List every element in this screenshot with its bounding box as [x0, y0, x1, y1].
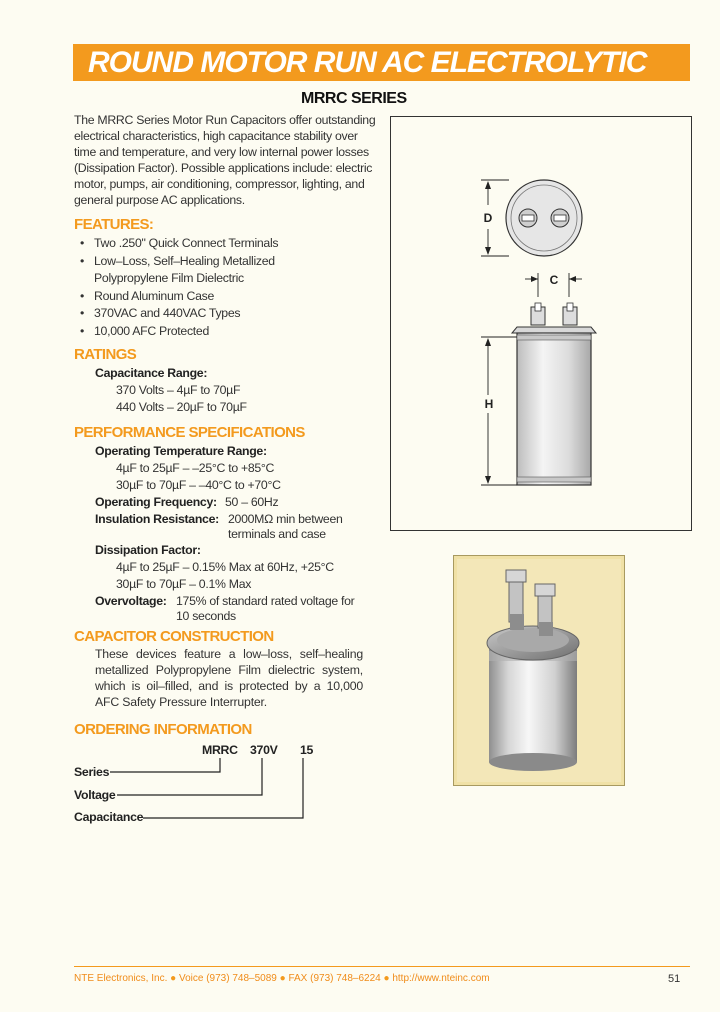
list-item: • Round Aluminum Case	[80, 288, 215, 303]
order-code-prefix: MRRC	[202, 743, 238, 757]
capacitor-photo	[454, 556, 624, 785]
series-label: Series	[74, 765, 110, 779]
dissipation-label: Dissipation Factor:	[95, 543, 201, 557]
overvoltage-value: 10 seconds	[176, 609, 236, 623]
footer-rule	[74, 966, 690, 967]
insulation-value: 2000MΩ min between	[228, 512, 343, 526]
temp-range-line: 4µF to 25µF – –25°C to +85°C	[116, 461, 275, 475]
dissipation-line: 4µF to 25µF – 0.15% Max at 60Hz, +25°C	[116, 560, 334, 574]
construction-heading: CAPACITOR CONSTRUCTION	[74, 628, 274, 645]
frequency-label: Operating Frequency:	[95, 495, 217, 509]
list-item: • Low–Loss, Self–Healing Metallized	[80, 253, 275, 268]
footer-bullet: ●	[383, 973, 390, 984]
top-view-outline	[506, 180, 582, 256]
ordering-heading: ORDERING INFORMATION	[74, 721, 252, 738]
series-title: MRRC SERIES	[301, 90, 407, 107]
overvoltage-value: 175% of standard rated voltage for	[176, 594, 355, 608]
capacitance-label: Capacitance	[74, 810, 144, 824]
dimension-c-label: C	[549, 273, 559, 287]
temp-range-label: Operating Temperature Range:	[95, 444, 267, 458]
footer-company: NTE Electronics, Inc.	[74, 973, 168, 984]
footer-bullet: ●	[279, 973, 286, 984]
capacitance-range-440: 440 Volts – 20µF to 70µF	[116, 400, 247, 414]
footer-voice: Voice (973) 748–5089	[178, 973, 277, 984]
overvoltage-label: Overvoltage:	[95, 594, 167, 608]
order-code-capacitance: 15	[300, 743, 314, 757]
capacitance-range-label: Capacitance Range:	[95, 366, 208, 380]
ratings-heading: RATINGS	[74, 346, 137, 363]
construction-text: These devices feature a low–loss, self–healing metallized Polypropylene Film dielectric system, which is oil–filled, and is protected by a 10,000 AFC Safety Pressure Interrupter.	[95, 647, 363, 709]
features-heading: FEATURES:	[74, 216, 154, 233]
intro-line: time and temperature, and very low internal power losses	[74, 145, 369, 159]
intro-line: The MRRC Series Motor Run Capacitors offer outstanding	[74, 113, 376, 127]
insulation-value: terminals and case	[228, 527, 326, 541]
capacitance-range-370: 370 Volts – 4µF to 70µF	[116, 383, 241, 397]
capacitor-dimension-drawing	[391, 117, 691, 530]
page-number: 51	[668, 973, 681, 985]
temp-range-line: 30µF to 70µF – –40°C to +70°C	[116, 478, 281, 492]
frequency-value: 50 – 60Hz	[225, 495, 279, 509]
ordering-leader-lines	[0, 0, 400, 840]
dimension-h-label: H	[484, 397, 494, 411]
side-view-can	[517, 333, 591, 485]
dimension-drawing-box	[390, 116, 692, 531]
voltage-label: Voltage	[74, 788, 116, 802]
list-item: • 10,000 AFC Protected	[80, 323, 209, 338]
dissipation-line: 30µF to 70µF – 0.1% Max	[116, 577, 252, 591]
footer-contact	[74, 973, 490, 984]
intro-line: (Dissipation Factor). Possible applications include: electric	[74, 161, 373, 175]
dimension-d-label: D	[483, 211, 493, 225]
product-photo	[453, 555, 625, 786]
intro-line: electrical characteristics, high capacitance stability over	[74, 129, 358, 143]
list-item: Polypropylene Film Dielectric	[94, 271, 244, 285]
intro-line: motor, pumps, air conditioning, compressor, lighting, and	[74, 177, 365, 191]
list-item: • 370VAC and 440VAC Types	[80, 306, 241, 320]
order-code-voltage: 370V	[250, 743, 278, 757]
intro-line: general purpose AC applications.	[74, 193, 245, 207]
insulation-label: Insulation Resistance:	[95, 512, 219, 526]
performance-heading: PERFORMANCE SPECIFICATIONS	[74, 424, 305, 441]
list-item: • Two .250" Quick Connect Terminals	[80, 236, 279, 250]
footer-web-link[interactable]: http://www.nteinc.com	[392, 973, 490, 984]
page-title: ROUND MOTOR RUN AC ELECTROLYTIC	[88, 46, 647, 79]
footer-fax: FAX (973) 748–6224	[288, 973, 381, 984]
footer-bullet: ●	[170, 973, 177, 984]
